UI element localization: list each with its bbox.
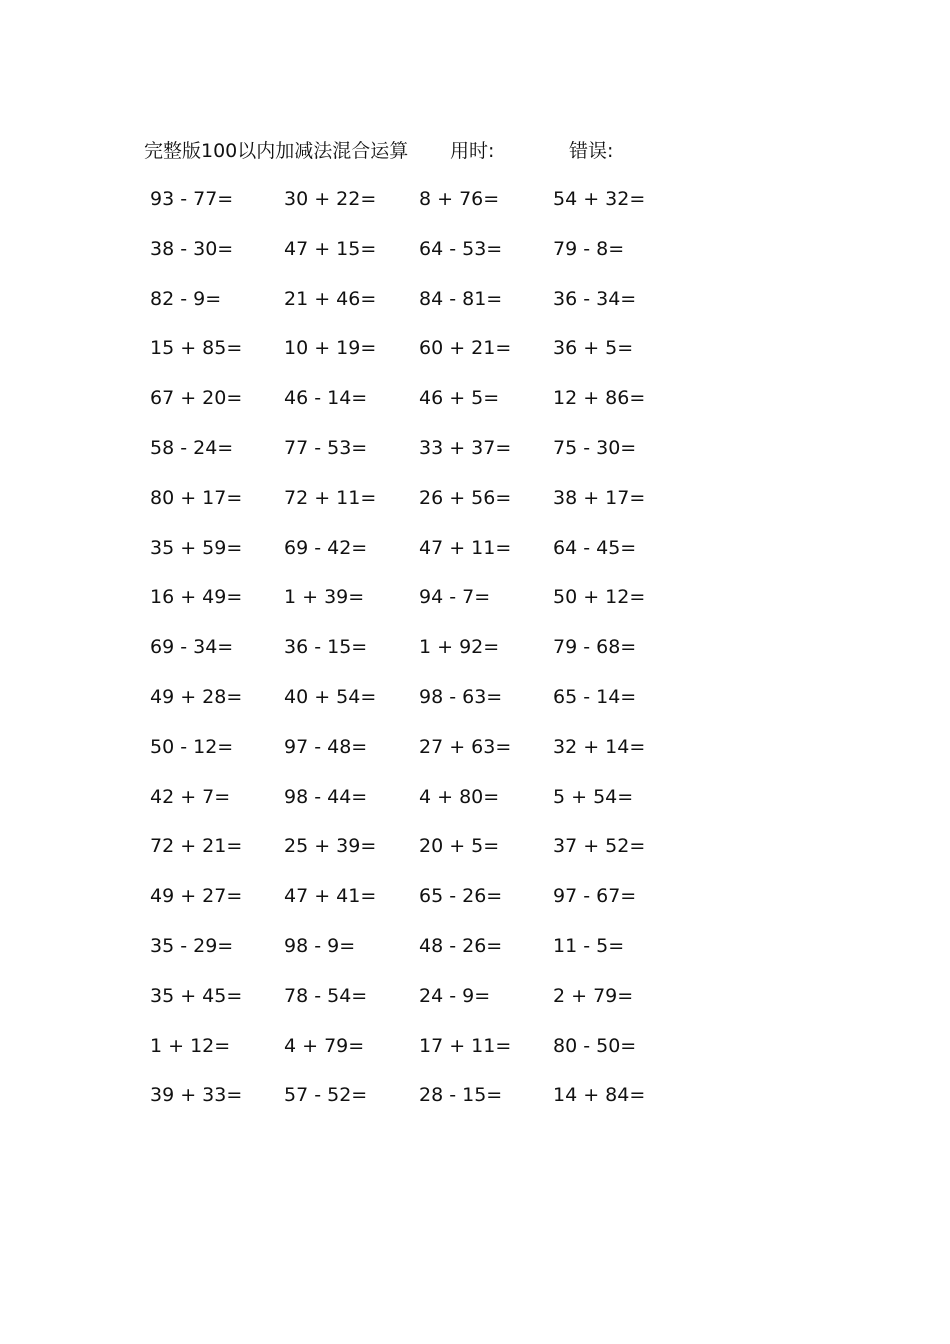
problem-item: 54 + 32= <box>553 188 646 210</box>
problem-item: 32 + 14= <box>553 736 646 758</box>
problem-row <box>0 533 950 563</box>
problem-item: 79 - 8= <box>553 238 625 260</box>
problem-item: 97 - 67= <box>553 885 637 907</box>
time-label: 用时: <box>450 140 495 162</box>
worksheet-header <box>144 136 664 166</box>
problem-item: 1 + 92= <box>419 636 500 658</box>
problem-row <box>0 383 950 413</box>
error-label: 错误: <box>569 140 614 162</box>
problem-item: 8 + 76= <box>419 188 500 210</box>
problem-item: 16 + 49= <box>150 586 243 608</box>
problem-item: 58 - 24= <box>150 437 234 459</box>
problem-item: 33 + 37= <box>419 437 512 459</box>
problem-item: 78 - 54= <box>284 985 368 1007</box>
problem-item: 69 - 34= <box>150 636 234 658</box>
problem-item: 79 - 68= <box>553 636 637 658</box>
problem-row <box>0 582 950 612</box>
problem-item: 35 + 45= <box>150 985 243 1007</box>
problem-row <box>0 234 950 264</box>
problem-item: 2 + 79= <box>553 985 634 1007</box>
problem-item: 50 + 12= <box>553 586 646 608</box>
problem-item: 35 - 29= <box>150 935 234 957</box>
problem-item: 77 - 53= <box>284 437 368 459</box>
problem-item: 46 + 5= <box>419 387 500 409</box>
problem-item: 48 - 26= <box>419 935 503 957</box>
problem-item: 1 + 39= <box>284 586 365 608</box>
problem-item: 25 + 39= <box>284 835 377 857</box>
problem-item: 72 + 11= <box>284 487 377 509</box>
problem-item: 11 - 5= <box>553 935 625 957</box>
problem-row <box>0 433 950 463</box>
problem-item: 20 + 5= <box>419 835 500 857</box>
problem-item: 1 + 12= <box>150 1035 231 1057</box>
problem-item: 49 + 28= <box>150 686 243 708</box>
problem-row <box>0 782 950 812</box>
problem-item: 49 + 27= <box>150 885 243 907</box>
problem-item: 65 - 26= <box>419 885 503 907</box>
problem-item: 60 + 21= <box>419 337 512 359</box>
problem-item: 10 + 19= <box>284 337 377 359</box>
problem-row <box>0 632 950 662</box>
problem-item: 35 + 59= <box>150 537 243 559</box>
problem-item: 12 + 86= <box>553 387 646 409</box>
problem-item: 98 - 44= <box>284 786 368 808</box>
problem-item: 4 + 79= <box>284 1035 365 1057</box>
problem-item: 97 - 48= <box>284 736 368 758</box>
problem-row <box>0 184 950 214</box>
problem-item: 37 + 52= <box>553 835 646 857</box>
problem-item: 42 + 7= <box>150 786 231 808</box>
problem-item: 80 + 17= <box>150 487 243 509</box>
problem-item: 47 + 15= <box>284 238 377 260</box>
problem-item: 65 - 14= <box>553 686 637 708</box>
problem-row <box>0 1080 950 1110</box>
problem-row <box>0 483 950 513</box>
problem-row <box>0 284 950 314</box>
worksheet-title: 完整版100以内加减法混合运算 <box>144 140 409 162</box>
problem-item: 36 + 5= <box>553 337 634 359</box>
problem-item: 14 + 84= <box>553 1084 646 1106</box>
problem-item: 47 + 11= <box>419 537 512 559</box>
problem-row <box>0 682 950 712</box>
problem-row <box>0 931 950 961</box>
problem-item: 17 + 11= <box>419 1035 512 1057</box>
problem-row <box>0 831 950 861</box>
problem-item: 47 + 41= <box>284 885 377 907</box>
problem-item: 94 - 7= <box>419 586 491 608</box>
problem-item: 64 - 53= <box>419 238 503 260</box>
problem-item: 36 - 34= <box>553 288 637 310</box>
problem-item: 39 + 33= <box>150 1084 243 1106</box>
problem-row <box>0 1031 950 1061</box>
problem-item: 30 + 22= <box>284 188 377 210</box>
problem-item: 67 + 20= <box>150 387 243 409</box>
problem-item: 93 - 77= <box>150 188 234 210</box>
problem-item: 38 + 17= <box>553 487 646 509</box>
problem-item: 38 - 30= <box>150 238 234 260</box>
problem-row <box>0 333 950 363</box>
problem-item: 46 - 14= <box>284 387 368 409</box>
problem-item: 64 - 45= <box>553 537 637 559</box>
problem-row <box>0 981 950 1011</box>
problem-row <box>0 881 950 911</box>
problem-item: 15 + 85= <box>150 337 243 359</box>
problem-item: 40 + 54= <box>284 686 377 708</box>
problem-item: 36 - 15= <box>284 636 368 658</box>
problem-item: 98 - 9= <box>284 935 356 957</box>
problem-item: 28 - 15= <box>419 1084 503 1106</box>
problem-item: 27 + 63= <box>419 736 512 758</box>
problem-item: 72 + 21= <box>150 835 243 857</box>
problem-item: 50 - 12= <box>150 736 234 758</box>
problem-item: 82 - 9= <box>150 288 222 310</box>
problem-row <box>0 732 950 762</box>
problem-item: 84 - 81= <box>419 288 503 310</box>
problem-item: 5 + 54= <box>553 786 634 808</box>
problem-item: 4 + 80= <box>419 786 500 808</box>
problem-item: 80 - 50= <box>553 1035 637 1057</box>
problem-item: 69 - 42= <box>284 537 368 559</box>
problem-item: 24 - 9= <box>419 985 491 1007</box>
problem-item: 21 + 46= <box>284 288 377 310</box>
problem-item: 57 - 52= <box>284 1084 368 1106</box>
problem-item: 26 + 56= <box>419 487 512 509</box>
problem-item: 98 - 63= <box>419 686 503 708</box>
problem-item: 75 - 30= <box>553 437 637 459</box>
